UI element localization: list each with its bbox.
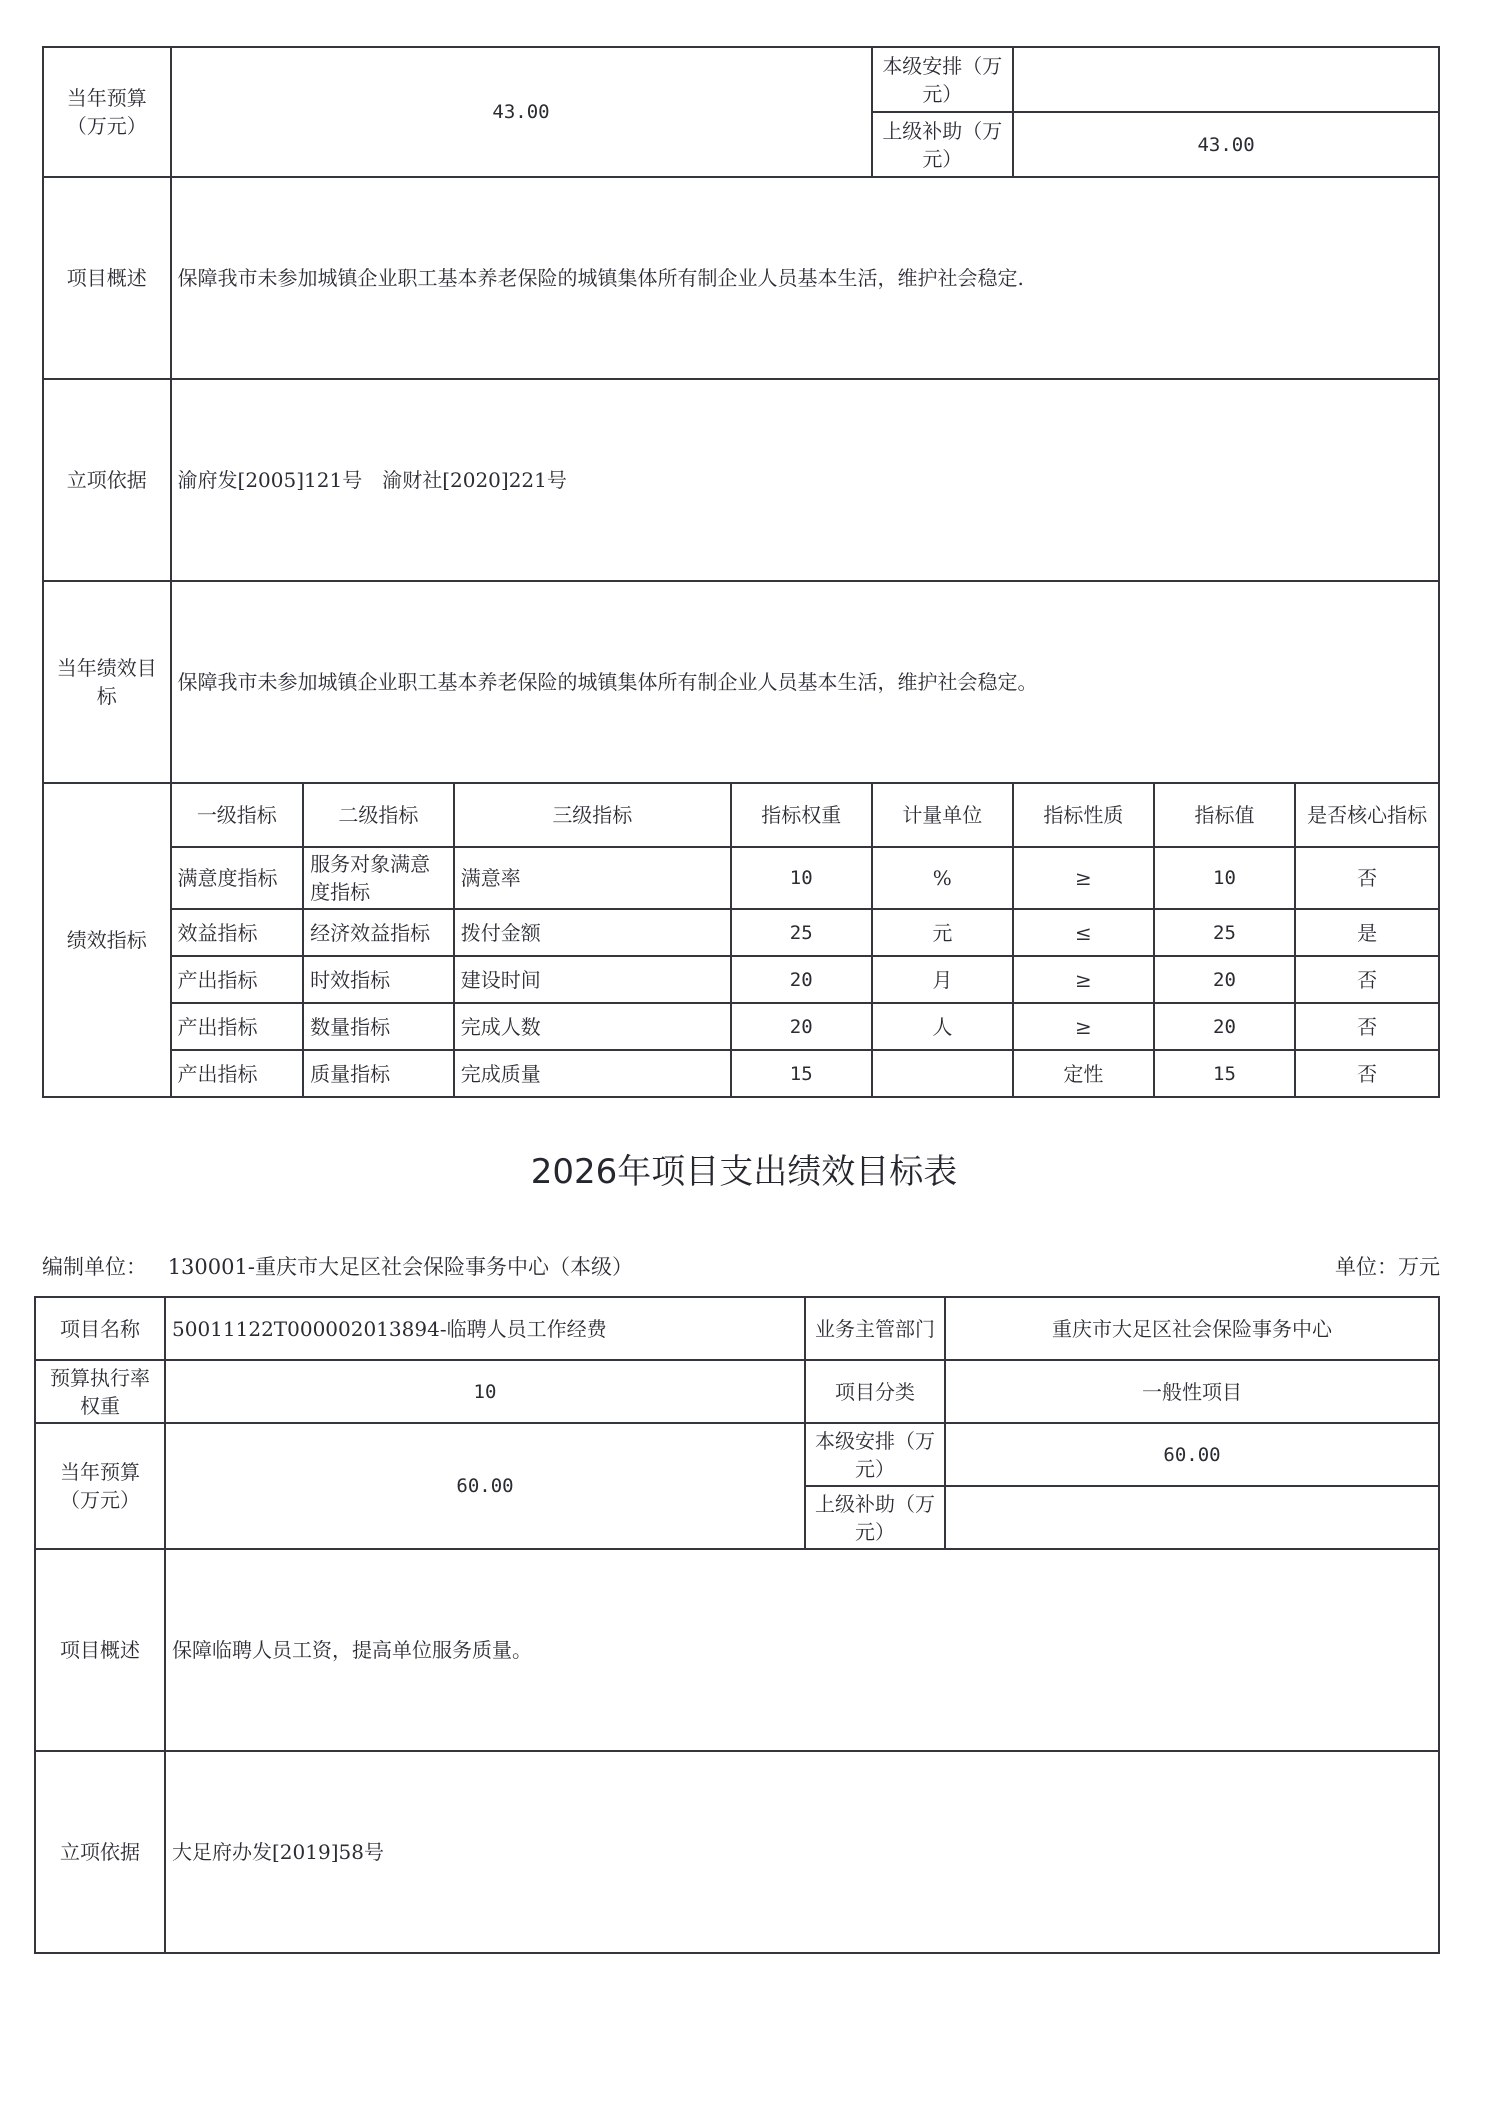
category-value: 一般性项目 xyxy=(945,1360,1439,1423)
unit: 元 xyxy=(872,909,1014,956)
compiling-unit-label: 编制单位： xyxy=(42,1255,147,1279)
budget-value: 60.00 xyxy=(165,1423,805,1549)
level1: 产出指标 xyxy=(171,1003,304,1050)
target-value: 15 xyxy=(1154,1050,1296,1097)
weight: 20 xyxy=(731,1003,872,1050)
compiling-unit-value: 130001-重庆市大足区社会保险事务中心（本级） xyxy=(167,1255,633,1279)
indicator-header: 一级指标 xyxy=(171,783,304,847)
is-core: 否 xyxy=(1295,956,1439,1003)
upper-value: 43.00 xyxy=(1013,112,1439,177)
indicator-row xyxy=(43,956,1439,1003)
budget-value: 43.00 xyxy=(171,47,872,177)
level3: 完成人数 xyxy=(454,1003,731,1050)
weight: 10 xyxy=(731,847,872,909)
unit: 人 xyxy=(872,1003,1014,1050)
indicator-row xyxy=(43,909,1439,956)
indicator-row xyxy=(43,847,1439,909)
goal-text: 保障我市未参加城镇企业职工基本养老保险的城镇集体所有制企业人员基本生活，维护社会稳定。 xyxy=(171,581,1439,783)
is-core: 否 xyxy=(1295,1003,1439,1050)
rate-value: 10 xyxy=(165,1360,805,1423)
local-value xyxy=(1013,47,1439,112)
level3: 完成质量 xyxy=(454,1050,731,1097)
is-core: 否 xyxy=(1295,847,1439,909)
upper-value xyxy=(945,1486,1439,1549)
basis-text: 大足府办发[2019]58号 xyxy=(165,1751,1439,1953)
is-core: 是 xyxy=(1295,909,1439,956)
level2: 数量指标 xyxy=(303,1003,454,1050)
indicator-header: 是否核心指标 xyxy=(1295,783,1439,847)
nature: 定性 xyxy=(1013,1050,1154,1097)
indicator-header: 三级指标 xyxy=(454,783,731,847)
level3: 满意率 xyxy=(454,847,731,909)
weight: 25 xyxy=(731,909,872,956)
indicators-label: 绩效指标 xyxy=(43,783,171,1097)
unit: 月 xyxy=(872,956,1014,1003)
level1: 满意度指标 xyxy=(171,847,304,909)
indicator-row xyxy=(43,1003,1439,1050)
level1: 效益指标 xyxy=(171,909,304,956)
overview-label: 项目概述 xyxy=(43,177,171,379)
level2: 经济效益指标 xyxy=(303,909,454,956)
local-label: 本级安排（万元） xyxy=(805,1423,945,1486)
nature: ≥ xyxy=(1013,1003,1154,1050)
indicator-header: 指标值 xyxy=(1154,783,1296,847)
nature: ≥ xyxy=(1013,956,1154,1003)
unit: % xyxy=(872,847,1014,909)
project-name-value: 50011122T000002013894-临聘人员工作经费 xyxy=(165,1297,805,1360)
target-value: 25 xyxy=(1154,909,1296,956)
level1: 产出指标 xyxy=(171,1050,304,1097)
project-name-label: 项目名称 xyxy=(35,1297,165,1360)
unit xyxy=(872,1050,1014,1097)
target-value: 20 xyxy=(1154,956,1296,1003)
level3: 拨付金额 xyxy=(454,909,731,956)
indicator-header: 二级指标 xyxy=(303,783,454,847)
upper-label: 上级补助（万元） xyxy=(805,1486,945,1549)
page-title: 2026年项目支出绩效目标表 xyxy=(530,1152,958,1192)
indicator-row xyxy=(43,1050,1439,1097)
goal-label: 当年绩效目标 xyxy=(43,581,171,783)
overview-label: 项目概述 xyxy=(35,1549,165,1751)
budget-label: 当年预算（万元） xyxy=(43,47,171,177)
level2: 服务对象满意度指标 xyxy=(303,847,454,909)
indicator-header: 指标权重 xyxy=(731,783,872,847)
target-value: 20 xyxy=(1154,1003,1296,1050)
level1: 产出指标 xyxy=(171,956,304,1003)
basis-label: 立项依据 xyxy=(35,1751,165,1953)
indicator-header: 指标性质 xyxy=(1013,783,1154,847)
target-value: 10 xyxy=(1154,847,1296,909)
performance-table-2026 xyxy=(34,1296,1440,1954)
basis-text: 渝府发[2005]121号 渝财社[2020]221号 xyxy=(171,379,1439,581)
overview-text: 保障我市未参加城镇企业职工基本养老保险的城镇集体所有制企业人员基本生活，维护社会稳定. xyxy=(171,177,1439,379)
is-core: 否 xyxy=(1295,1050,1439,1097)
dept-label: 业务主管部门 xyxy=(805,1297,945,1360)
indicator-header: 计量单位 xyxy=(872,783,1014,847)
level3: 建设时间 xyxy=(454,956,731,1003)
dept-value: 重庆市大足区社会保险事务中心 xyxy=(945,1297,1439,1360)
level2: 质量指标 xyxy=(303,1050,454,1097)
weight: 15 xyxy=(731,1050,872,1097)
rate-label: 预算执行率权重 xyxy=(35,1360,165,1423)
compiling-unit xyxy=(42,1252,633,1282)
weight: 20 xyxy=(731,956,872,1003)
nature: ≤ xyxy=(1013,909,1154,956)
nature: ≥ xyxy=(1013,847,1154,909)
budget-label: 当年预算（万元） xyxy=(35,1423,165,1549)
upper-label: 上级补助（万元） xyxy=(872,112,1014,177)
basis-label: 立项依据 xyxy=(43,379,171,581)
level2: 时效指标 xyxy=(303,956,454,1003)
category-label: 项目分类 xyxy=(805,1360,945,1423)
performance-table-previous xyxy=(42,46,1440,1098)
local-label: 本级安排（万元） xyxy=(872,47,1014,112)
local-value: 60.00 xyxy=(945,1423,1439,1486)
currency-unit: 单位：万元 xyxy=(1335,1255,1440,1279)
overview-text: 保障临聘人员工资，提高单位服务质量。 xyxy=(165,1549,1439,1751)
